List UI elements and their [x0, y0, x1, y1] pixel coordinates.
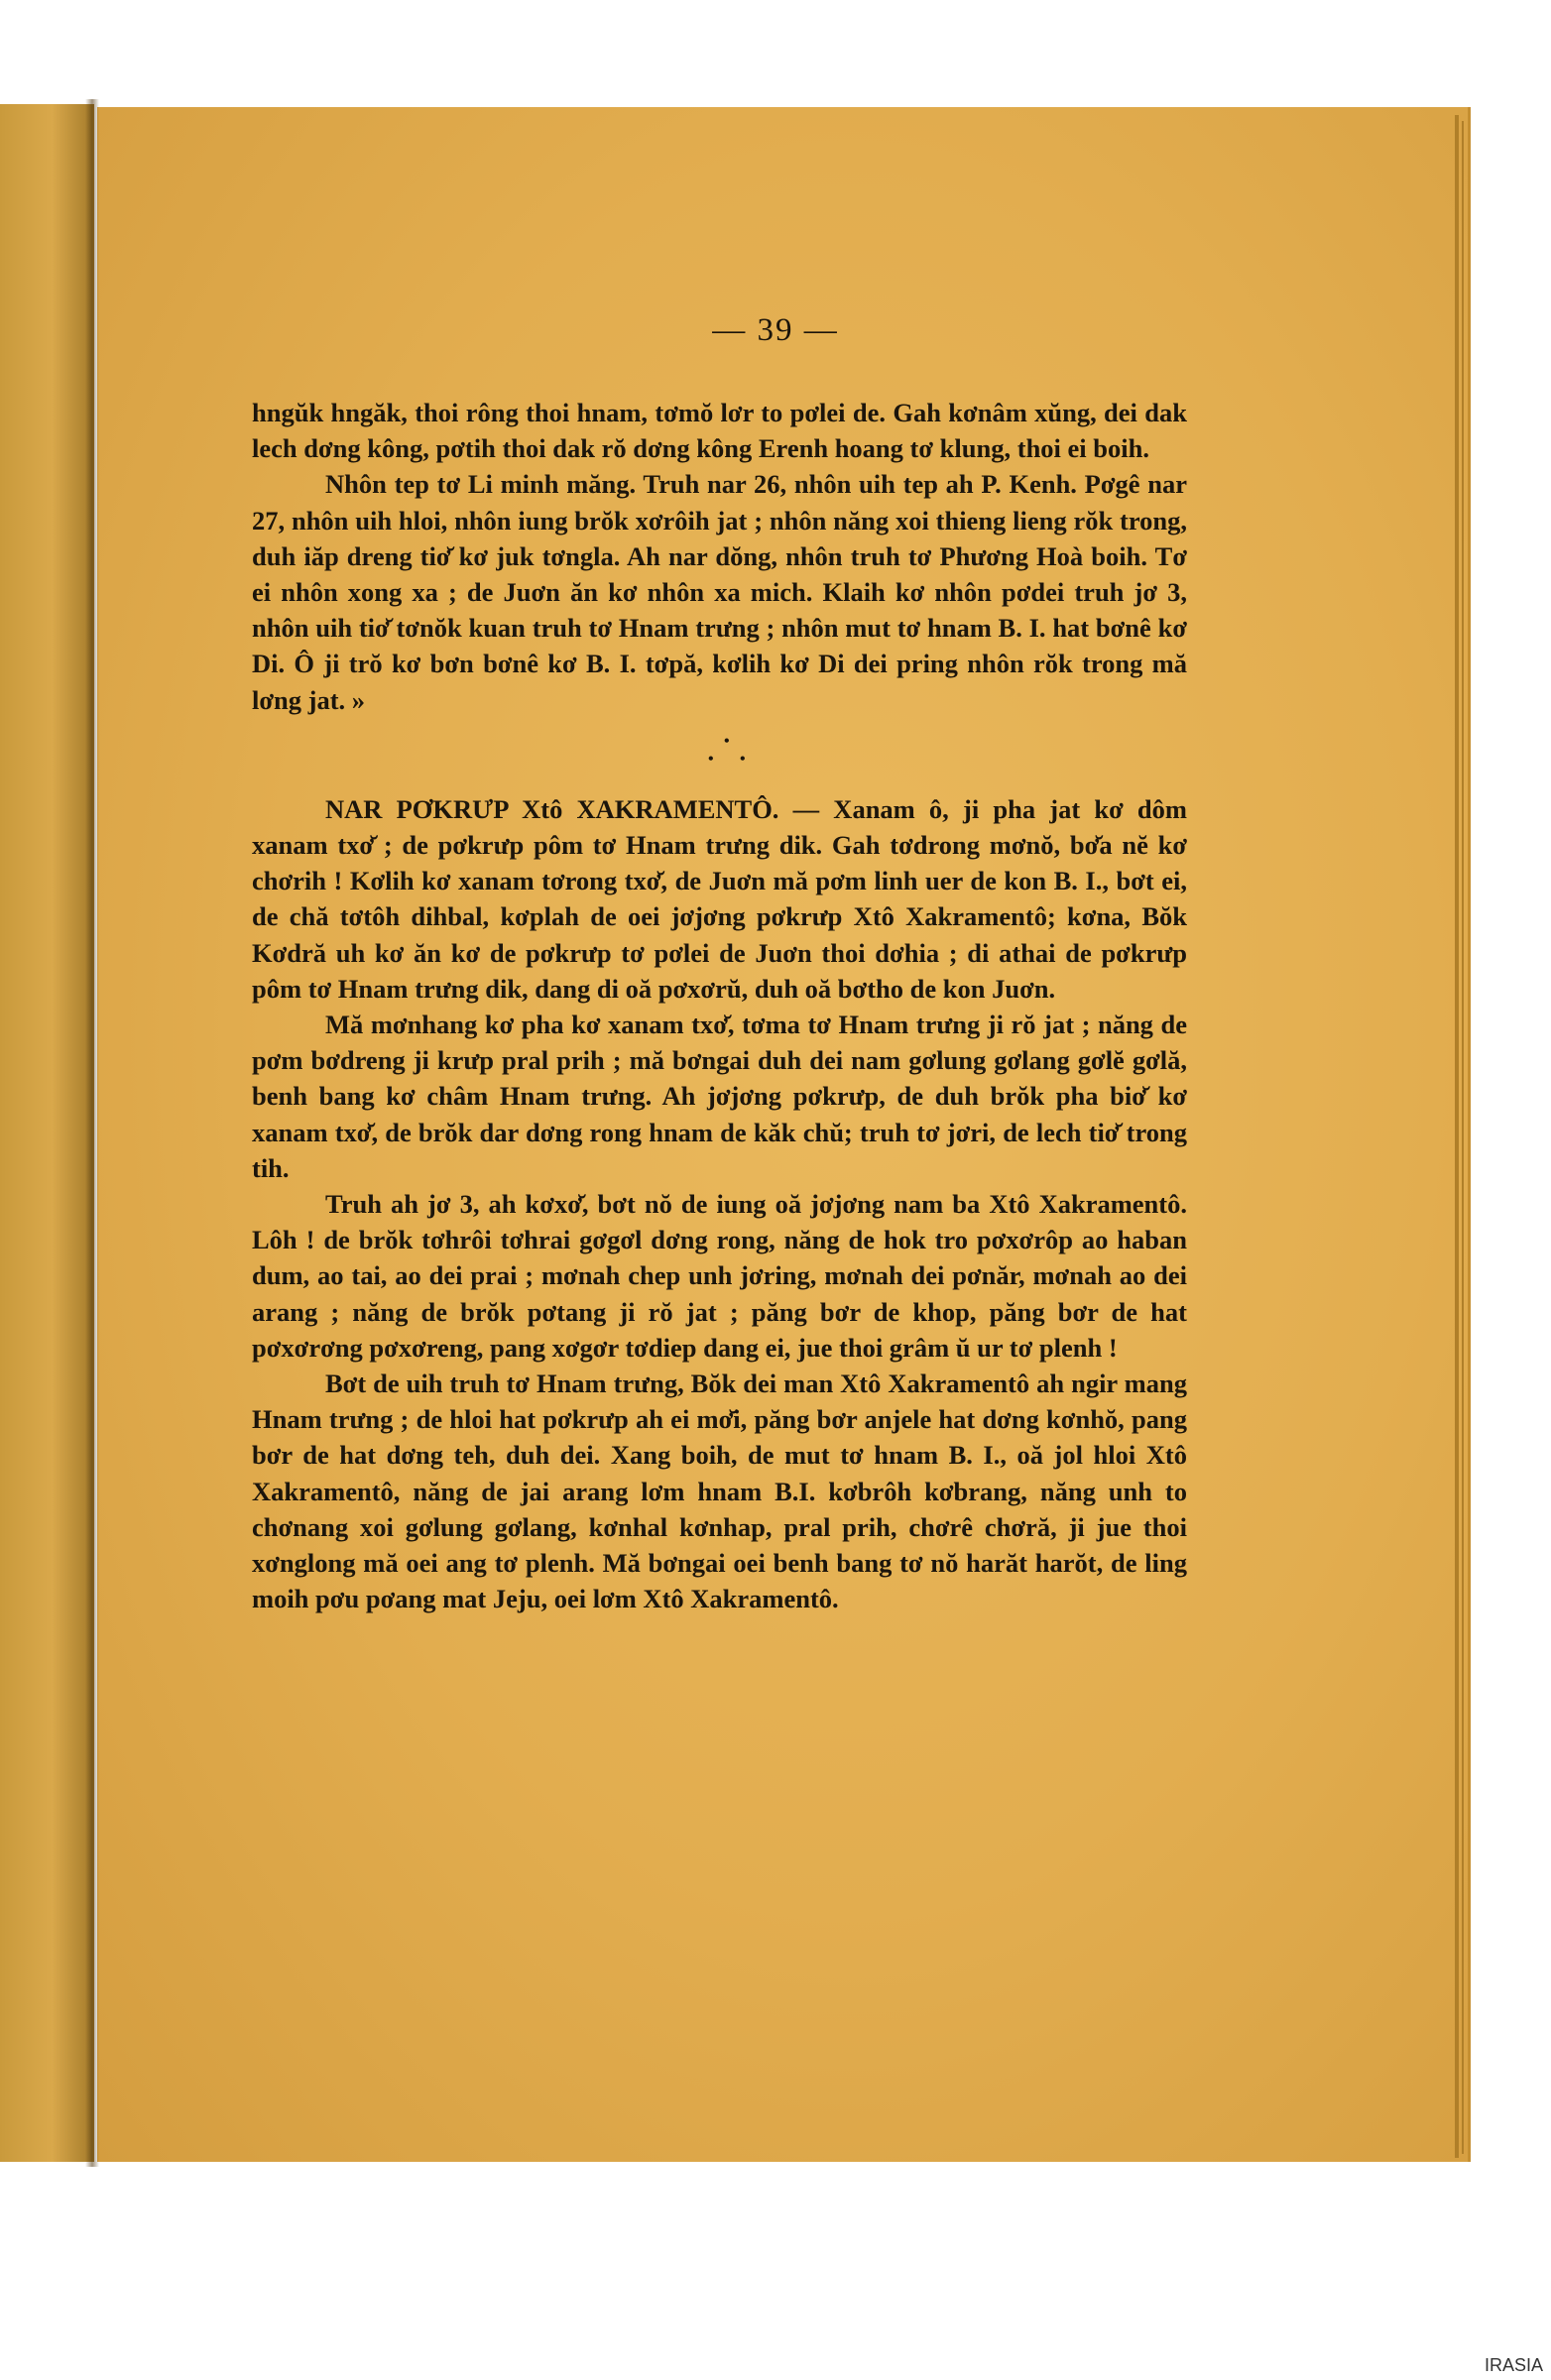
paragraph-3-text: — Xanam ô, ji pha jat kơ dôm xanam txơ̆ ; de pơkrưp pôm tơ Hnam trưng dik. Gah tơdrong mơnŏ, bơ̆a nĕ kơ chơrih ! Kơlih kơ xanam tơrong txơ̆, de Juơn mă pơm linh uer de kon B. I., bơt ei, de chă tơtôh dihbal, kơplah de oei jơjơng pơkrưp Xtô Xakramentô; kơna, Bŏk Kơdră uh kơ ăn kơ de pơkrưp tơ pơlei de Juơn thoi dơhia ; di athai de pơkrưp pôm tơ Hnam trưng dik, dang di oă pơxơrŭ, duh oă bơtho de kon Juơn. [252, 793, 1187, 1004]
section-heading: NAR PƠKRƯP Xtô XAKRAMENTÔ. [325, 793, 779, 824]
dinkus-dot-left: • [708, 750, 714, 768]
facing-page-edge [0, 104, 94, 2162]
body-text [252, 395, 1187, 1617]
page-number: — 39 — [712, 312, 839, 348]
paragraph-5: Truh ah jơ 3, ah kơxơ̆, bơt nŏ de iung oă jơjơng nam ba Xtô Xakramentô. Lôh ! de brŏk tơhrôi tơhrai gơgơl dơng rong, năng de hok tro pơxơrôp ao haban dum, ao tai, ao dei prai ; mơnah chep unh jơring, mơnah dei pơnăr, mơnah ao dei arang ; năng de brŏk pơtang ji rŏ jat ; păng bơr de khop, păng bơr de hat pơxơrơng pơxơreng, pang xơgơr tơdiep dang ei, jue thoi grâm ŭ ur tơ plenh ! [252, 1189, 1187, 1363]
dinkus-dot-right: • [740, 750, 746, 768]
page-edge-2 [1462, 121, 1464, 2154]
section-dinkus [252, 726, 1187, 785]
paragraph-2: Nhôn tep tơ Li minh măng. Truh nar 26, nhôn uih tep ah P. Kenh. Pơgê nar 27, nhôn uih hloi, nhôn iung brŏk xơrôih jat ; nhôn năng xoi thieng lieng rŏk trong, duh iăp dreng tiơ̆ kơ juk tơngla. Ah nar dŏng, nhôn truh tơ Phương Hoà boih. Tơ ei nhôn xong xa ; de Juơn ăn kơ nhôn xa mich. Klaih kơ nhôn pơdei truh jơ 3, nhôn uih tiơ̆ tơnŏk kuan truh tơ Hnam trưng ; nhôn mut tơ hnam B. I. hat bơnê kơ Di. Ô ji trŏ kơ bơn bơnê kơ B. I. tơpă, kơlih kơ Di dei pring nhôn rŏk trong mă lơng jat. » [252, 469, 1187, 715]
dinkus-dot-top: • [724, 732, 730, 750]
paragraph-4: Mă mơnhang kơ pha kơ xanam txơ̆, tơma tơ Hnam trưng ji rŏ jat ; năng de pơm bơdreng ji krưp pral prih ; mă bơngai duh dei nam gơlung gơlang gơlĕ gơlă, benh bang kơ châm Hnam trưng. Ah jơjơng pơkrưp, de duh brŏk pha biơ̆ kơ xanam txơ̆, de brŏk dar dơng rong hnam de kăk chŭ; truh tơ jơri, de lech tiơ̆ trong tih. [252, 1010, 1187, 1183]
spine-shadow [85, 99, 99, 2167]
paragraph-6: Bơt de uih truh tơ Hnam trưng, Bŏk dei man Xtô Xakramentô ah ngir mang Hnam trưng ; de hloi hat pơkrưp ah ei mơ̆i, păng bơr anjele hat dơng kơnhŏ, pang bơr de hat dơng teh, duh dei. Xang boih, de mut tơ hnam B. I., oă jol hloi Xtô Xakramentô, năng de jai arang lơm hnam B.I. kơbrôh kơbrang, năng unh to chơnang xoi gơlung gơlang, kơnhal kơnhap, pral prih, chơrê chơră, ji jue thoi xơnglong mă oei ang tơ plenh. Mă bơngai oei benh bang tơ nŏ harăt harŏt, de ling moih pơu pơang mat Jeju, oei lơm Xtô Xakramentô. [252, 1368, 1187, 1614]
paragraph-1: hngŭk hngăk, thoi rông thoi hnam, tơmŏ lơr to pơlei de. Gah kơnâm xŭng, dei dak lech dơng kông, pơtih thoi dak rŏ dơng kông Erenh hoang tơ klung, thoi ei boih. [252, 398, 1187, 464]
paragraph-3 [252, 791, 1187, 1007]
source-credit: IRASIA [1484, 2355, 1543, 2375]
page-edge-1 [1455, 115, 1459, 2158]
